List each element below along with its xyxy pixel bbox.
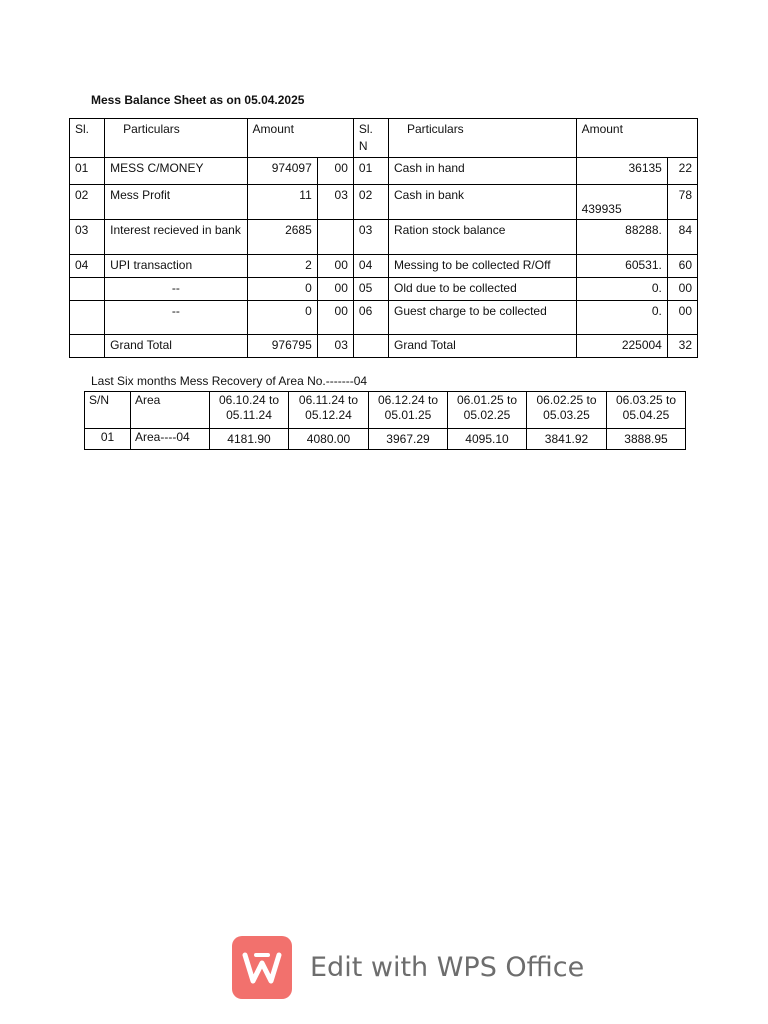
table-row <box>70 158 698 185</box>
cell-particulars: Guest charge to be collected <box>389 301 577 335</box>
cell-particulars: Cash in hand <box>389 158 577 185</box>
cell-area: Area----04 <box>131 429 210 450</box>
cell-particulars: Old due to be collected <box>389 278 577 301</box>
cell-sl: 04 <box>353 255 388 278</box>
cell-amount: 36135 <box>576 158 667 185</box>
cell-sn: 01 <box>85 429 131 450</box>
cell-particulars: -- <box>105 278 247 301</box>
header-period: 06.03.25 to 05.04.25 <box>607 392 686 429</box>
cell-decimal: 00 <box>317 158 353 185</box>
cell-particulars: Messing to be collected R/Off <box>389 255 577 278</box>
cell-recovery: 3967.29 <box>369 429 448 450</box>
header-sl-right: Sl. N <box>353 119 388 158</box>
cell-sl: 02 <box>353 185 388 220</box>
grand-total-label-left: Grand Total <box>105 335 247 358</box>
grand-total-decimal-left: 03 <box>317 335 353 358</box>
cell-amount: 0 <box>247 301 317 335</box>
cell-decimal: 00 <box>317 278 353 301</box>
grand-total-decimal-right: 32 <box>667 335 697 358</box>
grand-total-amount-right: 225004 <box>576 335 667 358</box>
table-row <box>70 278 698 301</box>
cell-amount: 60531. <box>576 255 667 278</box>
cell-decimal: 78 <box>667 185 697 220</box>
recovery-caption: Last Six months Mess Recovery of Area No.-------04 <box>91 374 368 388</box>
header-period: 06.12.24 to 05.01.25 <box>369 392 448 429</box>
header-period: 06.11.24 to 05.12.24 <box>289 392 369 429</box>
recovery-header <box>85 392 686 429</box>
header-particulars-left: Particulars <box>105 119 247 158</box>
header-sn: S/N <box>85 392 131 429</box>
cell-amount: 439935 <box>576 185 667 220</box>
header-amount-left: Amount <box>247 119 353 158</box>
cell-sl: 02 <box>70 185 105 220</box>
cell-amount: 0. <box>576 278 667 301</box>
cell-sl <box>353 335 388 358</box>
cell-sl <box>70 278 105 301</box>
header-amount-right: Amount <box>576 119 697 158</box>
header-period: 06.02.25 to 05.03.25 <box>527 392 607 429</box>
cell-amount: 11 <box>247 185 317 220</box>
cell-decimal: 00 <box>317 255 353 278</box>
header-sl-left: Sl. <box>70 119 105 158</box>
cell-sl: 01 <box>353 158 388 185</box>
cell-recovery: 4181.90 <box>210 429 289 450</box>
header-period: 06.01.25 to 05.02.25 <box>448 392 527 429</box>
header-particulars-right: Particulars <box>389 119 577 158</box>
cell-amount: 2685 <box>247 220 317 255</box>
grand-total-label-right: Grand Total <box>389 335 577 358</box>
cell-recovery: 4095.10 <box>448 429 527 450</box>
header-period: 06.10.24 to 05.11.24 <box>210 392 289 429</box>
cell-recovery: 4080.00 <box>289 429 369 450</box>
table-row <box>70 220 698 255</box>
cell-recovery: 3888.95 <box>607 429 686 450</box>
grand-total-row <box>70 335 698 358</box>
cell-recovery: 3841.92 <box>527 429 607 450</box>
wps-edit-text: Edit with WPS Office <box>310 952 585 983</box>
cell-sl: 06 <box>353 301 388 335</box>
cell-particulars: Mess Profit <box>105 185 247 220</box>
wps-edit-banner[interactable] <box>232 936 584 999</box>
cell-particulars: Ration stock balance <box>389 220 577 255</box>
table-row <box>70 185 698 220</box>
cell-sl: 04 <box>70 255 105 278</box>
cell-amount: 0 <box>247 278 317 301</box>
cell-sl: 03 <box>353 220 388 255</box>
cell-amount: 974097 <box>247 158 317 185</box>
wps-logo-icon <box>232 936 292 999</box>
cell-sl <box>70 335 105 358</box>
cell-sl <box>70 301 105 335</box>
cell-amount: 2 <box>247 255 317 278</box>
cell-particulars: MESS C/MONEY <box>105 158 247 185</box>
sheet-title: Mess Balance Sheet as on 05.04.2025 <box>91 93 305 107</box>
cell-amount: 88288. <box>576 220 667 255</box>
table-row <box>70 255 698 278</box>
cell-decimal: 00 <box>667 278 697 301</box>
cell-particulars: Interest recieved in bank <box>105 220 247 255</box>
cell-decimal: 84 <box>667 220 697 255</box>
cell-decimal: 00 <box>667 301 697 335</box>
cell-sl: 05 <box>353 278 388 301</box>
recovery-table <box>84 391 686 450</box>
cell-decimal: 22 <box>667 158 697 185</box>
cell-particulars: -- <box>105 301 247 335</box>
cell-decimal <box>317 220 353 255</box>
cell-particulars: UPI transaction <box>105 255 247 278</box>
header-area: Area <box>131 392 210 429</box>
grand-total-amount-left: 976795 <box>247 335 317 358</box>
cell-decimal: 60 <box>667 255 697 278</box>
cell-amount: 0. <box>576 301 667 335</box>
table-row <box>85 429 686 450</box>
cell-decimal: 03 <box>317 185 353 220</box>
cell-decimal: 00 <box>317 301 353 335</box>
cell-sl: 01 <box>70 158 105 185</box>
cell-particulars: Cash in bank <box>389 185 577 220</box>
balance-sheet-table <box>69 118 698 358</box>
balance-sheet-header <box>70 119 698 158</box>
table-row <box>70 301 698 335</box>
cell-sl: 03 <box>70 220 105 255</box>
